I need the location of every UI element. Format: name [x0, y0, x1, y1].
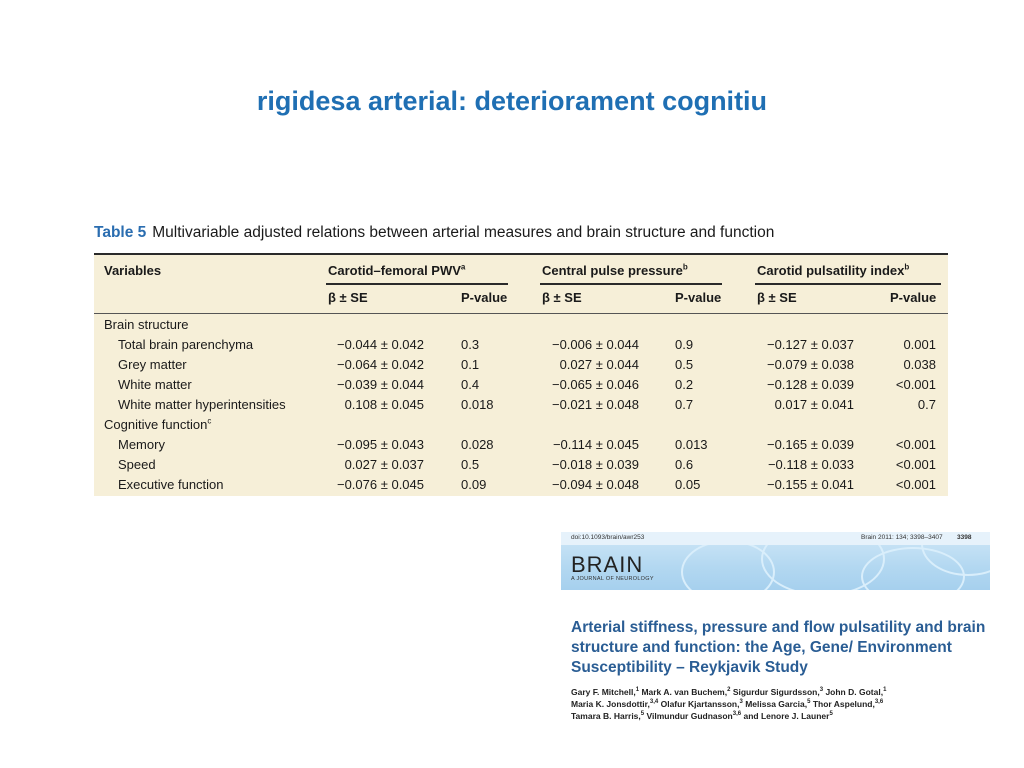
row-label: White matter hyperintensities: [118, 397, 286, 412]
author: Sigurdur Sigurdsson,$^3$: [732, 687, 824, 697]
row-label: White matter: [118, 377, 192, 392]
row-cell: −0.039 ± 0.044: [336, 377, 424, 392]
row-cell: 0.013: [675, 437, 708, 452]
row-cell: −0.065 ± 0.046: [551, 377, 639, 392]
row-cell: −0.165 ± 0.039: [766, 437, 854, 452]
row-cell: −0.006 ± 0.044: [551, 337, 639, 352]
slide-title: rigidesa arterial: deteriorament cognitiu: [256, 86, 768, 116]
row-cell: −0.155 ± 0.041: [766, 477, 854, 492]
table-caption-text: Multivariable adjusted relations between arterial measures and brain structure and function: [152, 224, 775, 241]
author: Mark A. van Buchem,$^2$: [641, 687, 731, 697]
author: Thor Aspelund,$^{3,6}$: [812, 699, 884, 709]
header-carotid-pulsatility-index: Carotid pulsatility index$^b$: [757, 262, 910, 278]
header-central-pulse-pressure: Central pulse pressure$^b$: [542, 262, 688, 278]
row-cell: 0.038: [903, 357, 936, 372]
row-cell: 0.4: [461, 377, 480, 392]
row-cell: −0.118 ± 0.033: [767, 457, 854, 472]
row-label: Memory: [118, 437, 165, 452]
row-cell: 0.6: [675, 457, 694, 472]
author: Maria K. Jonsdottir,$^{3,4}$: [571, 699, 659, 709]
row-cell: −0.064 ± 0.042: [336, 357, 424, 372]
section-cognitive-function: Cognitive function$^c$: [104, 416, 212, 432]
author: Melissa Garcia,$^5$: [745, 699, 811, 709]
header-beta-se-2: β ± SE: [542, 290, 582, 305]
header-variables: Variables: [104, 263, 162, 278]
author: Olafur Kjartansson,$^3$: [660, 699, 743, 709]
header-pvalue-3: P-value: [890, 290, 937, 305]
row-cell: 0.027 ± 0.044: [559, 357, 639, 372]
row-cell: 0.028: [461, 437, 494, 452]
row-cell: −0.076 ± 0.045: [336, 477, 424, 492]
row-cell: −0.021 ± 0.048: [551, 397, 639, 412]
group-rule-3: [755, 283, 941, 285]
row-cell: 0.7: [675, 397, 694, 412]
row-cell: 0.018: [461, 397, 494, 412]
row-cell: <0.001: [895, 457, 936, 472]
row-cell: −0.095 ± 0.043: [336, 437, 424, 452]
paper-excerpt: [561, 532, 990, 724]
group-rule-1: [326, 283, 508, 285]
header-carotid-femoral-pwv: Carotid–femoral PWV$^a$: [328, 262, 466, 278]
author: and Lenore J. Launer$^5$: [743, 711, 833, 721]
journal-subtitle: A JOURNAL OF NEUROLOGY: [571, 576, 654, 582]
row-cell: <0.001: [895, 377, 936, 392]
row-label: Executive function: [118, 477, 224, 492]
row-cell: 0.2: [675, 377, 694, 392]
row-cell: <0.001: [895, 437, 936, 452]
row-cell: 0.7: [917, 397, 936, 412]
group-rule-2: [540, 283, 722, 285]
journal-banner: [561, 532, 990, 590]
row-cell: 0.001: [903, 337, 936, 352]
header-pvalue-2: P-value: [675, 290, 722, 305]
row-cell: 0.09: [461, 477, 487, 492]
table-top-rule: [94, 253, 948, 255]
row-cell: 0.108 ± 0.045: [344, 397, 424, 412]
row-cell: <0.001: [895, 477, 936, 492]
header-beta-se-1: β ± SE: [328, 290, 368, 305]
row-cell: 0.9: [675, 337, 694, 352]
author: John D. Gotal,$^1$: [825, 687, 887, 697]
row-cell: −0.094 ± 0.048: [551, 477, 639, 492]
header-separator: [94, 313, 948, 314]
row-cell: −0.079 ± 0.038: [766, 357, 854, 372]
row-label: Grey matter: [118, 357, 187, 372]
paper-citation: Brain 2011: 134; 3398–3407: [861, 534, 943, 541]
row-cell: 0.05: [675, 477, 701, 492]
row-cell: 0.027 ± 0.037: [344, 457, 424, 472]
header-beta-se-3: β ± SE: [757, 290, 797, 305]
paper-doi: doi:10.1093/brain/awr253: [571, 534, 645, 541]
header-pvalue-1: P-value: [461, 290, 508, 305]
row-label: Speed: [118, 457, 156, 472]
author: Tamara B. Harris,$^5$: [571, 711, 645, 721]
row-cell: 0.017 ± 0.041: [774, 397, 854, 412]
author: Gary F. Mitchell,$^1$: [571, 687, 640, 697]
author: Vilmundur Gudnason$^{3,6}$: [646, 711, 742, 721]
paper-title: Arterial stiffness, pressure and flow pulsatility and brain structure and function: the Age, Gene/ Environment Susceptibility – Reykjavik Study: [571, 619, 986, 676]
row-cell: 0.5: [461, 457, 480, 472]
results-table: [94, 253, 948, 496]
row-cell: 0.5: [675, 357, 694, 372]
table-caption: [94, 224, 954, 242]
paper-authors: [571, 686, 986, 722]
section-brain-structure: Brain structure: [104, 317, 189, 332]
row-cell: −0.044 ± 0.042: [336, 337, 424, 352]
row-cell: 0.1: [461, 357, 480, 372]
row-cell: −0.018 ± 0.039: [551, 457, 639, 472]
row-label: Total brain parenchyma: [118, 337, 254, 352]
row-cell: −0.127 ± 0.037: [766, 337, 854, 352]
paper-page: 3398: [957, 534, 972, 541]
row-cell: −0.114 ± 0.045: [552, 437, 639, 452]
row-cell: 0.3: [461, 337, 480, 352]
journal-logo: BRAIN: [571, 552, 644, 577]
row-cell: −0.128 ± 0.039: [766, 377, 854, 392]
table-number: Table 5: [94, 224, 147, 241]
